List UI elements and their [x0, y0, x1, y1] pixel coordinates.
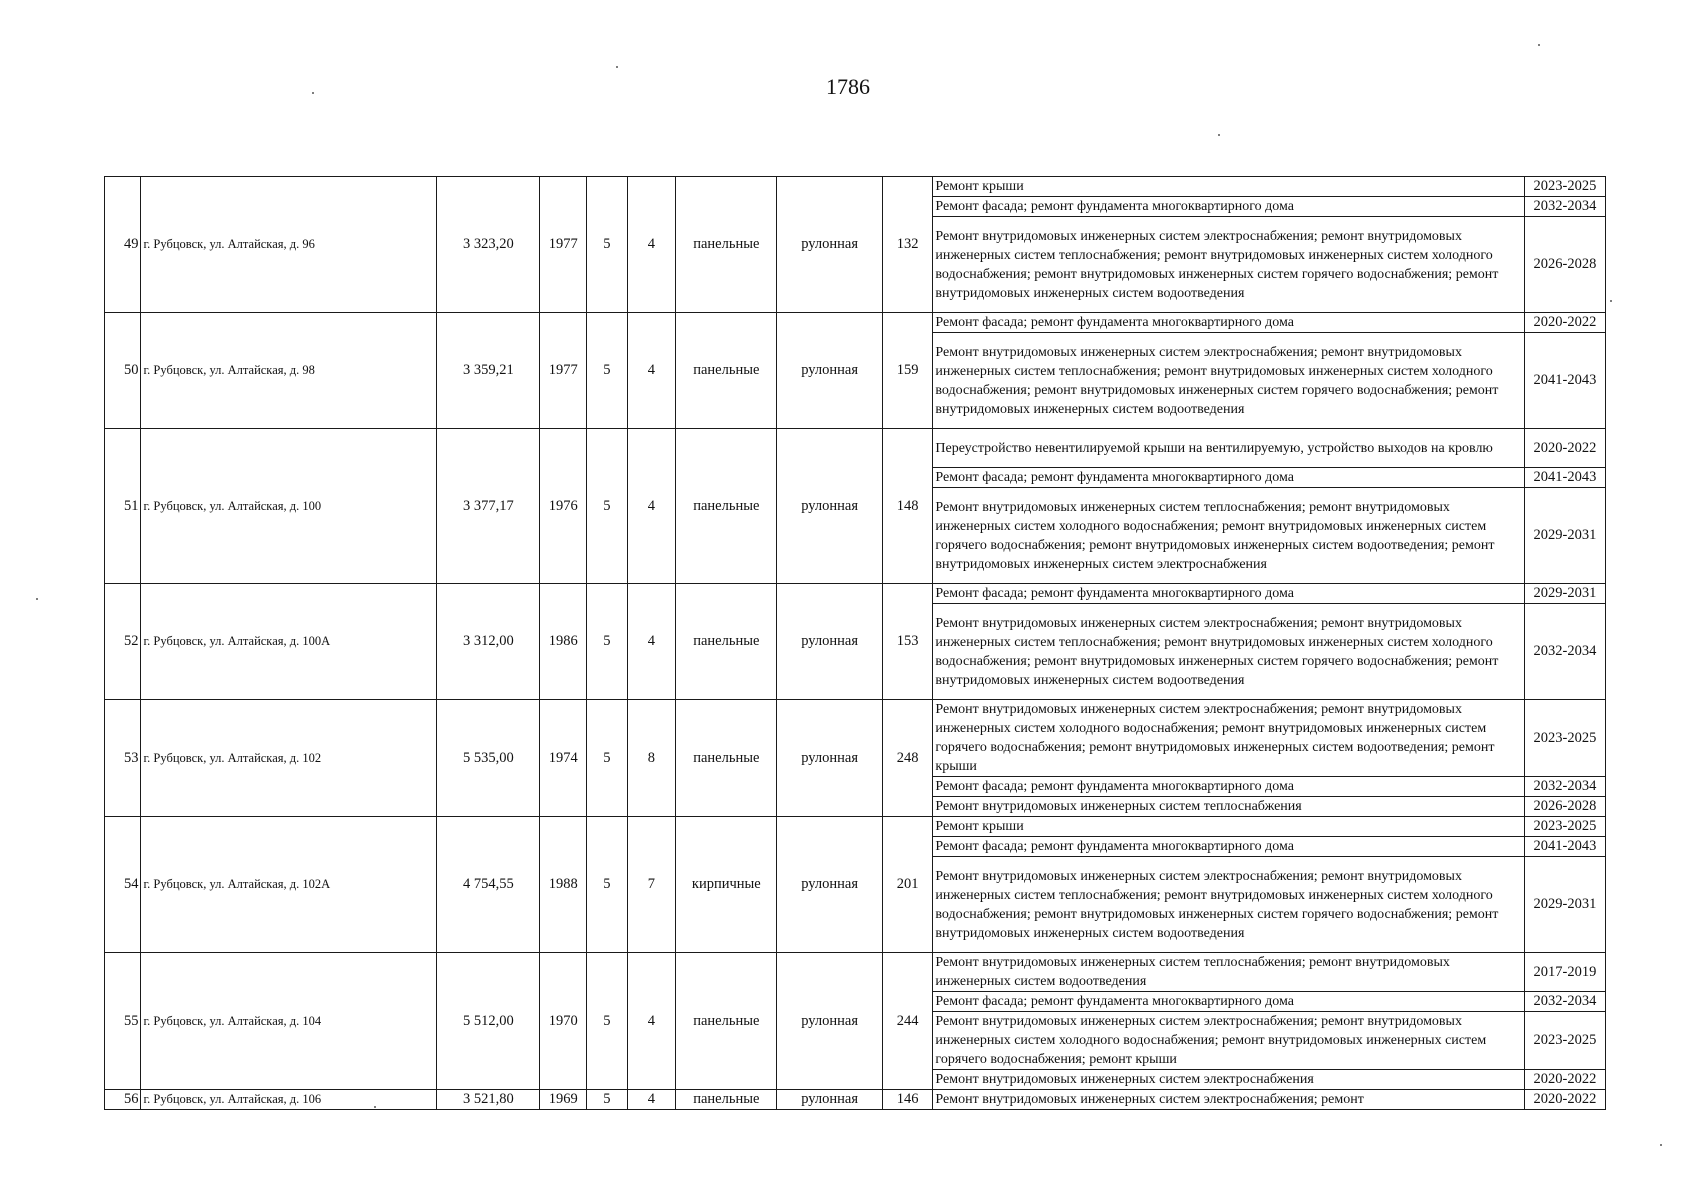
work-cell: Ремонт фасада; ремонт фундамента многоквартирного дома	[933, 468, 1524, 488]
row-number: 49	[105, 177, 141, 313]
address-cell: г. Рубцовск, ул. Алтайская, д. 96	[141, 177, 437, 313]
wall-material-cell: панельные	[676, 1090, 777, 1110]
work-cell: Ремонт внутридомовых инженерных систем электроснабжения; ремонт внутридомовых инженерных систем теплоснабжения; ремонт внутридомовых инженерных систем холодного водоснабжения; ремонт внутридомовых инженерных систем горячего водоснабжения; ремонт внутридомовых инженерных систем водоотведения	[933, 604, 1524, 700]
work-cell: Ремонт внутридомовых инженерных систем электроснабжения; ремонт внутридомовых инженерных систем теплоснабжения; ремонт внутридомовых инженерных систем холодного водоснабжения; ремонт внутридомовых инженерных систем горячего водоснабжения; ремонт внутридомовых инженерных систем водоотведения	[933, 217, 1524, 313]
area-cell: 5 535,00	[437, 700, 540, 817]
row-number: 55	[105, 953, 141, 1090]
table-row	[105, 177, 1606, 197]
year-cell: 1969	[540, 1090, 587, 1110]
entrances-cell: 4	[627, 429, 676, 584]
table-row	[105, 584, 1606, 604]
floors-cell: 5	[587, 177, 628, 313]
apartments-cell: 159	[882, 313, 933, 429]
address-cell: г. Рубцовск, ул. Алтайская, д. 106	[141, 1090, 437, 1110]
roof-type-cell: рулонная	[777, 584, 882, 700]
apartments-cell: 148	[882, 429, 933, 584]
scan-speck	[1538, 44, 1540, 46]
scan-speck	[1660, 1144, 1662, 1146]
area-cell: 3 377,17	[437, 429, 540, 584]
period-cell: 2020-2022	[1524, 313, 1605, 333]
scan-speck	[374, 1106, 376, 1108]
roof-type-cell: рулонная	[777, 953, 882, 1090]
address-cell: г. Рубцовск, ул. Алтайская, д. 102	[141, 700, 437, 817]
period-cell: 2017-2019	[1524, 953, 1605, 992]
wall-material-cell: кирпичные	[676, 817, 777, 953]
area-cell: 3 359,21	[437, 313, 540, 429]
period-cell: 2020-2022	[1524, 1090, 1605, 1110]
address-cell: г. Рубцовск, ул. Алтайская, д. 104	[141, 953, 437, 1090]
work-cell: Ремонт внутридомовых инженерных систем теплоснабжения; ремонт внутридомовых инженерных систем холодного водоснабжения; ремонт внутридомовых инженерных систем горячего водоснабжения; ремонт внутридомовых инженерных систем водоотведения; ремонт внутридомовых инженерных систем электроснабжения	[933, 488, 1524, 584]
period-cell: 2029-2031	[1524, 584, 1605, 604]
apartments-cell: 201	[882, 817, 933, 953]
work-cell: Ремонт крыши	[933, 817, 1524, 837]
period-cell: 2020-2022	[1524, 1070, 1605, 1090]
table-row	[105, 1090, 1606, 1110]
wall-material-cell: панельные	[676, 584, 777, 700]
period-cell: 2041-2043	[1524, 468, 1605, 488]
floors-cell: 5	[587, 1090, 628, 1110]
area-cell: 5 512,00	[437, 953, 540, 1090]
work-cell: Ремонт внутридомовых инженерных систем электроснабжения; ремонт внутридомовых инженерных систем холодного водоснабжения; ремонт внутридомовых инженерных систем горячего водоснабжения; ремонт внутридомовых инженерных систем водоотведения; ремонт крыши	[933, 700, 1524, 777]
work-cell: Ремонт крыши	[933, 177, 1524, 197]
entrances-cell: 7	[627, 817, 676, 953]
period-cell: 2020-2022	[1524, 429, 1605, 468]
year-cell: 1977	[540, 177, 587, 313]
roof-type-cell: рулонная	[777, 1090, 882, 1110]
row-number: 53	[105, 700, 141, 817]
area-cell: 4 754,55	[437, 817, 540, 953]
table-row	[105, 429, 1606, 468]
area-cell: 3 323,20	[437, 177, 540, 313]
roof-type-cell: рулонная	[777, 817, 882, 953]
table-row	[105, 817, 1606, 837]
year-cell: 1970	[540, 953, 587, 1090]
period-cell: 2029-2031	[1524, 857, 1605, 953]
roof-type-cell: рулонная	[777, 313, 882, 429]
apartments-cell: 248	[882, 700, 933, 817]
period-cell: 2032-2034	[1524, 604, 1605, 700]
roof-type-cell: рулонная	[777, 429, 882, 584]
address-cell: г. Рубцовск, ул. Алтайская, д. 100	[141, 429, 437, 584]
work-cell: Ремонт внутридомовых инженерных систем электроснабжения; ремонт внутридомовых инженерных систем теплоснабжения; ремонт внутридомовых инженерных систем холодного водоснабжения; ремонт внутридомовых инженерных систем горячего водоснабжения; ремонт внутридомовых инженерных систем водоотведения	[933, 333, 1524, 429]
period-cell: 2026-2028	[1524, 217, 1605, 313]
row-number: 50	[105, 313, 141, 429]
floors-cell: 5	[587, 429, 628, 584]
year-cell: 1988	[540, 817, 587, 953]
period-cell: 2023-2025	[1524, 1012, 1605, 1070]
scan-speck	[312, 92, 314, 94]
period-cell: 2032-2034	[1524, 197, 1605, 217]
work-cell: Ремонт фасада; ремонт фундамента многоквартирного дома	[933, 584, 1524, 604]
apartments-cell: 146	[882, 1090, 933, 1110]
wall-material-cell: панельные	[676, 953, 777, 1090]
year-cell: 1974	[540, 700, 587, 817]
floors-cell: 5	[587, 700, 628, 817]
scan-speck	[1610, 300, 1612, 302]
period-cell: 2026-2028	[1524, 797, 1605, 817]
period-cell: 2032-2034	[1524, 777, 1605, 797]
apartments-cell: 153	[882, 584, 933, 700]
work-cell: Ремонт фасада; ремонт фундамента многоквартирного дома	[933, 197, 1524, 217]
address-cell: г. Рубцовск, ул. Алтайская, д. 102А	[141, 817, 437, 953]
scan-speck	[1218, 134, 1220, 136]
work-cell: Переустройство невентилируемой крыши на вентилируемую, устройство выходов на кровлю	[933, 429, 1524, 468]
period-cell: 2023-2025	[1524, 700, 1605, 777]
row-number: 56	[105, 1090, 141, 1110]
floors-cell: 5	[587, 584, 628, 700]
year-cell: 1976	[540, 429, 587, 584]
address-cell: г. Рубцовск, ул. Алтайская, д. 100А	[141, 584, 437, 700]
apartments-cell: 244	[882, 953, 933, 1090]
entrances-cell: 4	[627, 177, 676, 313]
work-cell: Ремонт внутридомовых инженерных систем электроснабжения; ремонт внутридомовых инженерных систем теплоснабжения; ремонт внутридомовых инженерных систем холодного водоснабжения; ремонт внутридомовых инженерных систем горячего водоснабжения; ремонт внутридомовых инженерных систем водоотведения	[933, 857, 1524, 953]
wall-material-cell: панельные	[676, 177, 777, 313]
address-cell: г. Рубцовск, ул. Алтайская, д. 98	[141, 313, 437, 429]
wall-material-cell: панельные	[676, 429, 777, 584]
work-cell: Ремонт внутридомовых инженерных систем электроснабжения; ремонт	[933, 1090, 1524, 1110]
floors-cell: 5	[587, 953, 628, 1090]
work-cell: Ремонт внутридомовых инженерных систем теплоснабжения	[933, 797, 1524, 817]
work-cell: Ремонт фасада; ремонт фундамента многоквартирного дома	[933, 313, 1524, 333]
entrances-cell: 8	[627, 700, 676, 817]
year-cell: 1986	[540, 584, 587, 700]
table-row	[105, 700, 1606, 777]
table-row	[105, 313, 1606, 333]
work-cell: Ремонт внутридомовых инженерных систем электроснабжения; ремонт внутридомовых инженерных систем холодного водоснабжения; ремонт внутридомовых инженерных систем горячего водоснабжения; ремонт крыши	[933, 1012, 1524, 1070]
capital-repair-table	[104, 176, 1606, 1110]
table-row	[105, 953, 1606, 992]
year-cell: 1977	[540, 313, 587, 429]
work-cell: Ремонт фасада; ремонт фундамента многоквартирного дома	[933, 777, 1524, 797]
entrances-cell: 4	[627, 953, 676, 1090]
entrances-cell: 4	[627, 313, 676, 429]
work-cell: Ремонт фасада; ремонт фундамента многоквартирного дома	[933, 837, 1524, 857]
roof-type-cell: рулонная	[777, 177, 882, 313]
period-cell: 2041-2043	[1524, 333, 1605, 429]
period-cell: 2029-2031	[1524, 488, 1605, 584]
apartments-cell: 132	[882, 177, 933, 313]
floors-cell: 5	[587, 817, 628, 953]
period-cell: 2041-2043	[1524, 837, 1605, 857]
period-cell: 2023-2025	[1524, 817, 1605, 837]
scan-speck	[616, 66, 618, 68]
roof-type-cell: рулонная	[777, 700, 882, 817]
entrances-cell: 4	[627, 584, 676, 700]
wall-material-cell: панельные	[676, 700, 777, 817]
area-cell: 3 521,80	[437, 1090, 540, 1110]
row-number: 54	[105, 817, 141, 953]
wall-material-cell: панельные	[676, 313, 777, 429]
entrances-cell: 4	[627, 1090, 676, 1110]
period-cell: 2023-2025	[1524, 177, 1605, 197]
row-number: 51	[105, 429, 141, 584]
scan-speck	[36, 598, 38, 600]
work-cell: Ремонт внутридомовых инженерных систем теплоснабжения; ремонт внутридомовых инженерных систем водоотведения	[933, 953, 1524, 992]
row-number: 52	[105, 584, 141, 700]
work-cell: Ремонт внутридомовых инженерных систем электроснабжения	[933, 1070, 1524, 1090]
floors-cell: 5	[587, 313, 628, 429]
page-number: 1786	[826, 74, 870, 99]
work-cell: Ремонт фасада; ремонт фундамента многоквартирного дома	[933, 992, 1524, 1012]
period-cell: 2032-2034	[1524, 992, 1605, 1012]
area-cell: 3 312,00	[437, 584, 540, 700]
